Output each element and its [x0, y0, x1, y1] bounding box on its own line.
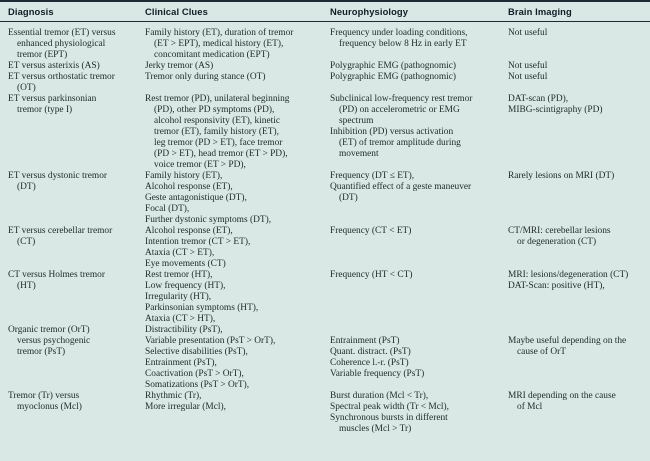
- table-row: [0, 325, 650, 391]
- table-cell-line: tremor (EPT): [17, 50, 68, 60]
- table-cell-line: Not useful: [508, 28, 548, 38]
- table-cell-line: Rhythmic (Tr),: [145, 391, 202, 401]
- table-cell-imaging: [508, 325, 650, 358]
- table-cell-line: muscles (Mcl > Tr): [339, 424, 412, 434]
- table-cell-line: Quant. distract. (PsT): [330, 347, 411, 357]
- table-cell-diagnosis: [0, 391, 145, 413]
- table-cell-diagnosis: [0, 28, 145, 61]
- table-cell-imaging: [508, 391, 650, 413]
- table-cell-line: Rest tremor (PD), unilateral beginning: [145, 94, 290, 104]
- table-cell-imaging: [508, 94, 650, 116]
- table-cell-neuro: [330, 94, 508, 160]
- table-cell-line: enhanced physiological: [17, 39, 106, 49]
- table-cell-line: [330, 325, 508, 336]
- table-cell-line: of Mcl: [517, 402, 543, 412]
- table-cell-neuro: [330, 61, 508, 72]
- table-row: [0, 28, 650, 61]
- table-cell-line: [508, 325, 650, 336]
- table-cell-line: Rarely lesions on MRI (DT): [508, 171, 615, 181]
- table-cell-line: Spectral peak width (Tr < Mcl),: [330, 402, 449, 412]
- table-cell-line: (ET > EPT), medical history (ET),: [154, 39, 284, 49]
- table-cell-line: Not useful: [508, 72, 548, 82]
- table-cell-line: (PD) on accelerometric or EMG: [339, 105, 460, 115]
- table-cell-imaging: [508, 270, 650, 292]
- table-cell-line: spectrum: [339, 116, 374, 126]
- table-cell-line: CT versus Holmes tremor: [8, 270, 105, 280]
- table-cell-line: versus psychogenic: [17, 336, 91, 346]
- table-cell-neuro: [330, 72, 508, 83]
- table-cell-line: Rest tremor (HT),: [145, 270, 213, 280]
- table-cell-diagnosis: [0, 171, 145, 193]
- table-cell-line: MIBG-scintigraphy (PD): [508, 105, 603, 115]
- table-cell-line: Eye movements (CT): [145, 259, 226, 269]
- table-cell-clinical: [145, 325, 330, 391]
- table-cell-line: tremor (type I): [17, 105, 73, 115]
- table-row: [0, 171, 650, 226]
- table-cell-line: myoclonus (Mcl): [17, 402, 82, 412]
- table-cell-line: ET versus asterixis (AS): [8, 61, 100, 71]
- table-row: [0, 61, 650, 72]
- table-cell-clinical: [145, 391, 330, 413]
- table-cell-neuro: [330, 325, 508, 380]
- table-cell-line: Entrainment (PsT): [330, 336, 400, 346]
- table-cell-line: Quantified effect of a geste maneuver: [330, 182, 472, 192]
- table-cell-line: Maybe useful depending on the: [508, 336, 627, 346]
- table-cell-imaging: [508, 226, 650, 248]
- table-cell-line: CT/MRI: cerebellar lesions: [508, 226, 611, 236]
- table-cell-neuro: [330, 171, 508, 204]
- table-cell-line: (HT): [17, 281, 36, 291]
- table-cell-line: Tremor (Tr) versus: [8, 391, 80, 401]
- table-cell-line: More irregular (Mcl),: [145, 402, 226, 412]
- table-cell-line: Frequency under loading conditions,: [330, 28, 468, 38]
- table-cell-diagnosis: [0, 94, 145, 116]
- table-cell-line: (DT): [339, 193, 358, 203]
- table-cell-line: Ataxia (CT > ET),: [145, 248, 215, 258]
- table-cell-diagnosis: [0, 72, 145, 94]
- table-cell-line: Entrainment (PsT),: [145, 358, 217, 368]
- table-cell-diagnosis: [0, 226, 145, 248]
- table-cell-neuro: [330, 270, 508, 281]
- table-body: [0, 22, 650, 435]
- table-cell-line: Polygraphic EMG (pathognomic): [330, 61, 457, 71]
- table-cell-clinical: [145, 171, 330, 226]
- table-cell-line: Irregularity (HT),: [145, 292, 212, 302]
- table-cell-diagnosis: [0, 61, 145, 72]
- table-cell-line: Essential tremor (ET) versus: [8, 28, 116, 38]
- table-cell-line: MRI: lesions/degeneration (CT): [508, 270, 629, 280]
- table-cell-line: Jerky tremor (AS): [145, 61, 214, 71]
- table-cell-line: tremor (PsT): [17, 347, 66, 357]
- table-cell-line: voice tremor (ET > PD),: [154, 160, 246, 170]
- table-cell-line: DAT-Scan: positive (HT),: [508, 281, 605, 291]
- table-cell-clinical: [145, 270, 330, 325]
- table-cell-line: Inhibition (PD) versus activation: [330, 127, 454, 137]
- table-cell-line: alcohol responsivity (ET), kinetic: [154, 116, 281, 126]
- table-cell-line: Tremor only during stance (OT): [145, 72, 266, 82]
- table-cell-line: Distractibility (PsT),: [145, 325, 223, 335]
- table-cell-line: movement: [339, 149, 379, 159]
- table-cell-line: MRI depending on the cause: [508, 391, 616, 401]
- table-cell-diagnosis: [0, 270, 145, 292]
- column-header-neurophysiology: Neurophysiology: [330, 5, 409, 17]
- table-cell-line: ET versus cerebellar tremor: [8, 226, 113, 236]
- table-cell-line: (DT): [17, 182, 36, 192]
- table-cell-line: Low frequency (HT),: [145, 281, 226, 291]
- table-cell-line: Organic tremor (OrT): [8, 325, 90, 335]
- table-cell-line: (PD > ET), head tremor (ET > PD),: [154, 149, 288, 159]
- table-cell-line: Variable presentation (PsT > OrT),: [145, 336, 276, 346]
- table-cell-line: (CT): [17, 237, 36, 247]
- table-cell-line: Polygraphic EMG (pathognomic): [330, 72, 457, 82]
- table-cell-line: Geste antagonistique (DT),: [145, 193, 247, 203]
- table-cell-line: Intention tremor (CT > ET),: [145, 237, 251, 247]
- table-cell-line: or degeneration (CT): [517, 237, 597, 247]
- table-row: [0, 391, 650, 435]
- table-row: [0, 94, 650, 171]
- table-cell-line: Parkinsonian symptoms (HT),: [145, 303, 259, 313]
- table-cell-line: Further dystonic symptoms (DT),: [145, 215, 272, 225]
- table-cell-line: Not useful: [508, 61, 548, 71]
- table-cell-line: DAT-scan (PD),: [508, 94, 569, 104]
- table-cell-line: ET versus orthostatic tremor: [8, 72, 115, 82]
- table-cell-line: Coherence l.-r. (PsT): [330, 358, 409, 368]
- table-cell-line: Somatizations (PsT > OrT),: [145, 380, 250, 390]
- table-cell-line: Alcohol response (ET),: [145, 226, 233, 236]
- table-cell-neuro: [330, 391, 508, 435]
- table-cell-line: Alcohol response (ET),: [145, 182, 233, 192]
- table-cell-line: Selective disabilities (PsT),: [145, 347, 248, 357]
- table-header-row: [0, 2, 650, 21]
- table-cell-neuro: [330, 226, 508, 237]
- table-cell-line: Coactivation (PsT > OrT),: [145, 369, 244, 379]
- table-cell-clinical: [145, 94, 330, 171]
- table-cell-neuro: [330, 28, 508, 50]
- table-cell-clinical: [145, 61, 330, 72]
- table-cell-imaging: [508, 72, 650, 83]
- column-header-diagnosis: Diagnosis: [8, 5, 54, 17]
- table-cell-line: Variable frequency (PsT): [330, 369, 425, 379]
- column-header-clinical-clues: Clinical Clues: [145, 5, 208, 17]
- table-cell-line: Subclinical low-frequency rest tremor: [330, 94, 473, 104]
- table-cell-clinical: [145, 72, 330, 83]
- table-row: [0, 226, 650, 270]
- table-cell-line: (ET) of tremor amplitude during: [339, 138, 461, 148]
- table-cell-line: Ataxia (CT > HT),: [145, 314, 216, 324]
- table-cell-line: (OT): [17, 83, 36, 93]
- table-cell-line: leg tremor (PD > ET), face tremor: [154, 138, 283, 148]
- table-cell-line: ET versus parkinsonian: [8, 94, 97, 104]
- table-cell-line: concomitant medication (EPT): [154, 50, 270, 60]
- table-cell-line: (PD), other PD symptoms (PD),: [154, 105, 275, 115]
- table-cell-line: Frequency (DT ≤ ET),: [330, 171, 415, 181]
- table-cell-line: Synchronous bursts in different: [330, 413, 448, 423]
- table-cell-imaging: [508, 28, 650, 39]
- table-row: [0, 72, 650, 94]
- table-cell-line: Burst duration (Mcl < Tr),: [330, 391, 429, 401]
- table-cell-clinical: [145, 226, 330, 270]
- table-cell-imaging: [508, 171, 650, 182]
- table-cell-line: Focal (DT),: [145, 204, 190, 214]
- table-cell-line: Frequency (CT < ET): [330, 226, 412, 236]
- column-header-brain-imaging: Brain Imaging: [508, 5, 572, 17]
- table-cell-clinical: [145, 28, 330, 61]
- table-cell-diagnosis: [0, 325, 145, 358]
- table-cell-line: cause of OrT: [517, 347, 566, 357]
- table-cell-imaging: [508, 61, 650, 72]
- table-cell-line: tremor (ET), family history (ET),: [154, 127, 279, 137]
- table-cell-line: Family history (ET), duration of tremor: [145, 28, 294, 38]
- table-cell-line: Family history (ET),: [145, 171, 223, 181]
- table-cell-line: frequency below 8 Hz in early ET: [339, 39, 467, 49]
- table-row: [0, 270, 650, 325]
- table-cell-line: Frequency (HT < CT): [330, 270, 413, 280]
- table-cell-line: ET versus dystonic tremor: [8, 171, 108, 181]
